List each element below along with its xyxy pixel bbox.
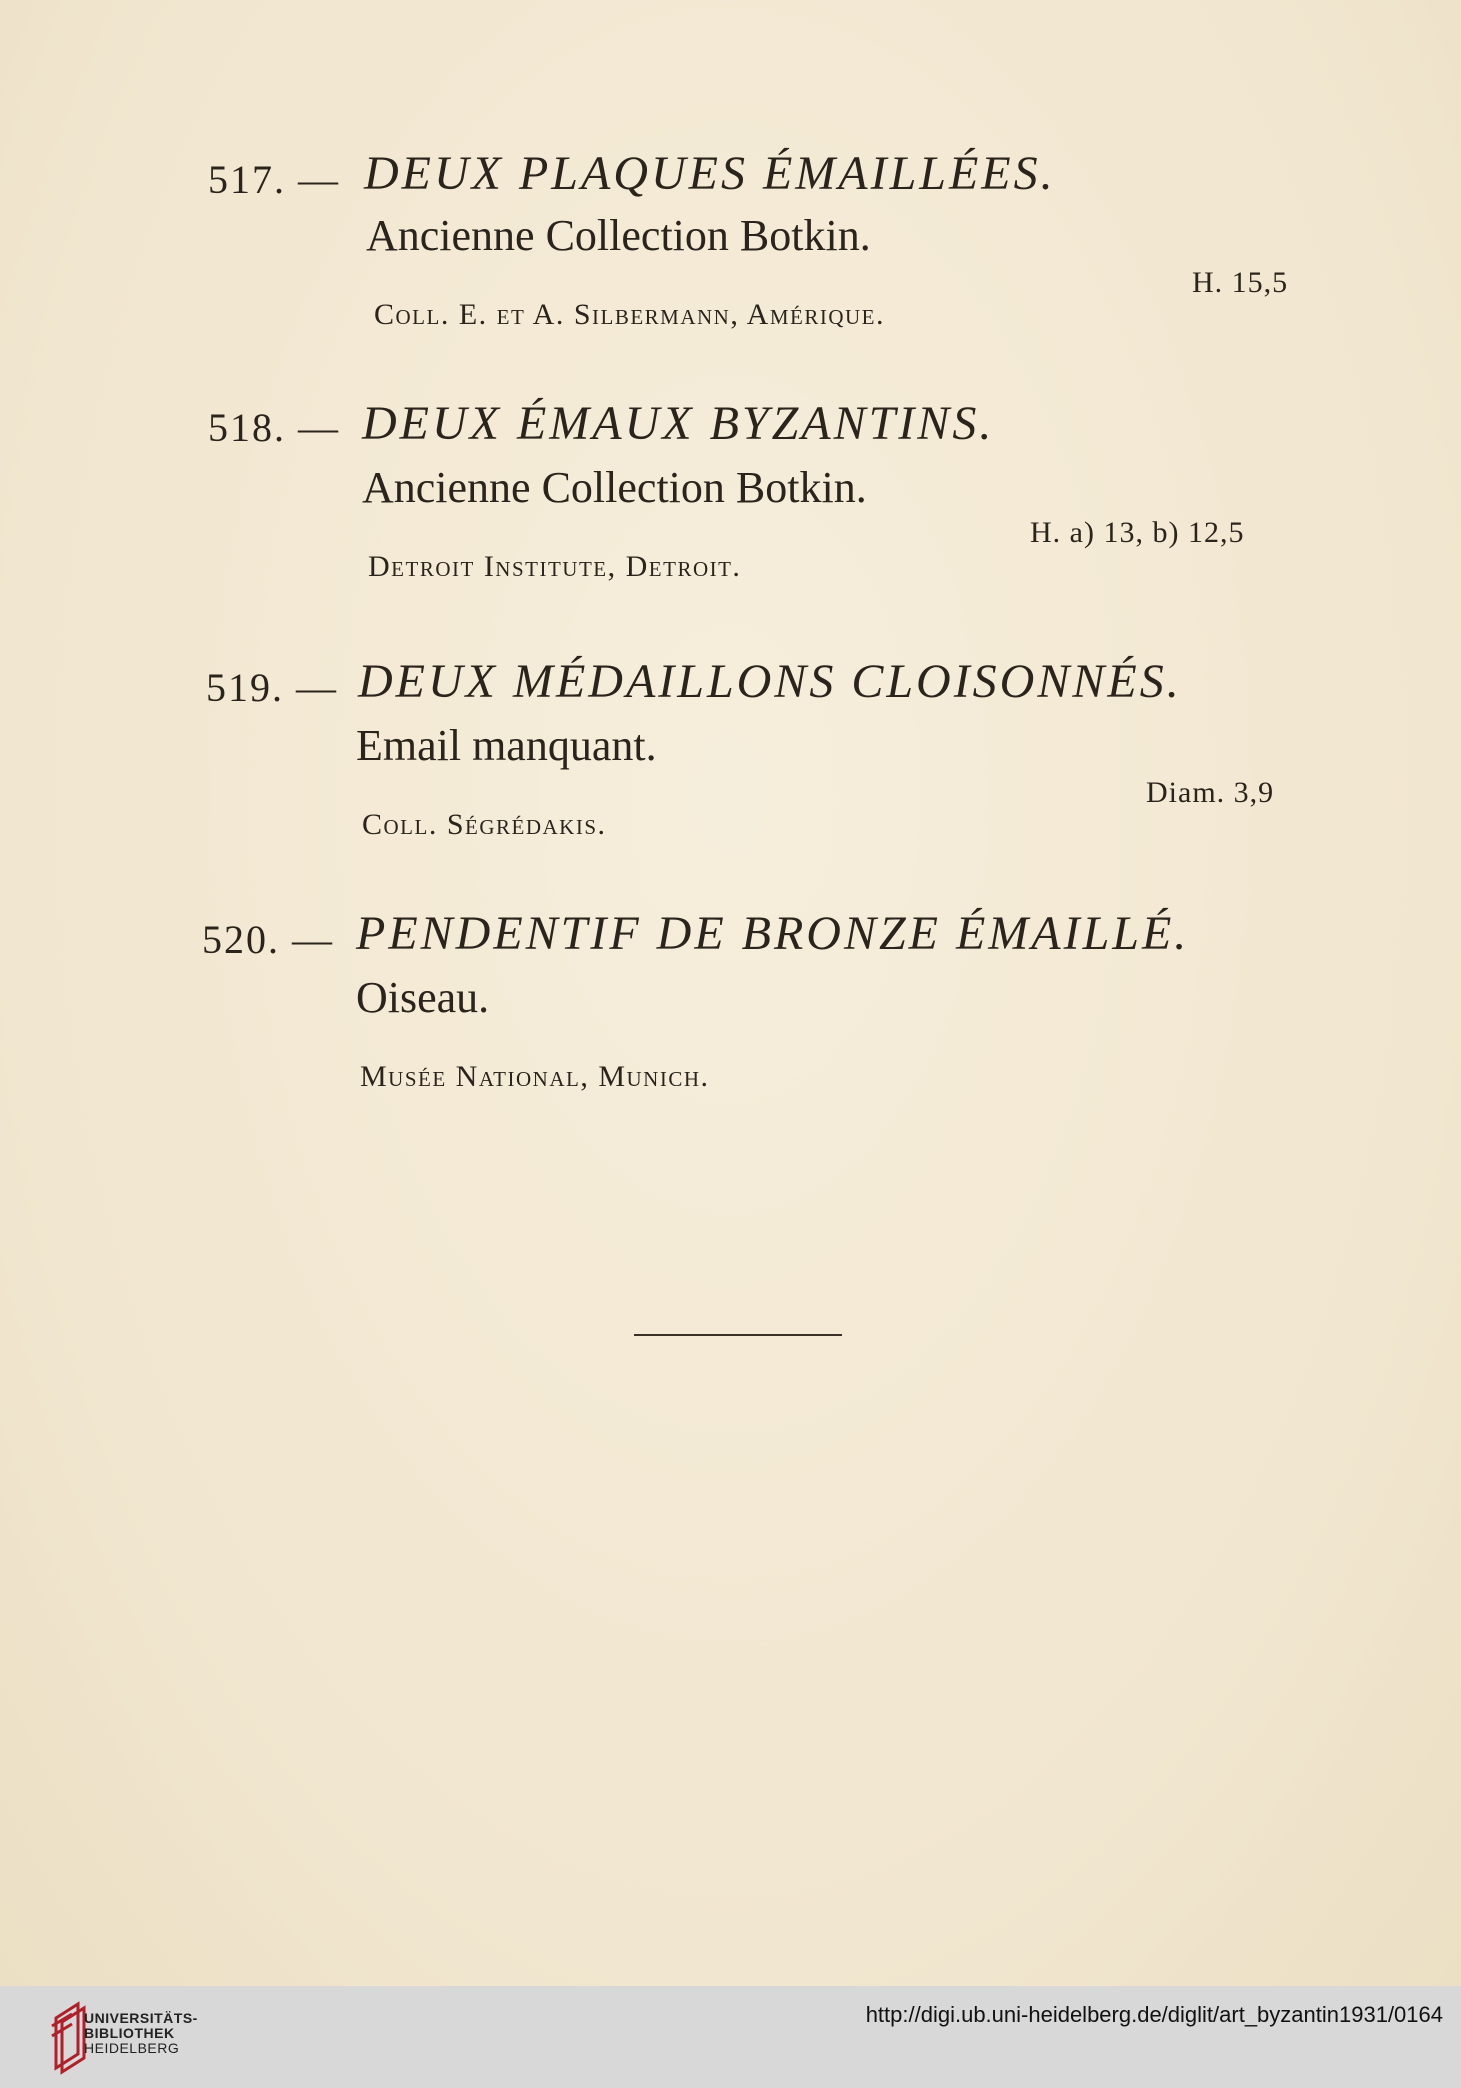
source-url-link[interactable]: http://digi.ub.uni-heidelberg.de/diglit/art_byzantin1931/0164	[865, 2002, 1443, 2027]
entry-collection: Detroit Institute, Detroit.	[368, 550, 742, 583]
entry-number: 520. —	[202, 917, 334, 962]
entry-dimension: H. 15,5	[1192, 266, 1289, 299]
entry-title: DEUX PLAQUES ÉMAILLÉES.	[364, 147, 1056, 200]
entry-description: Ancienne Collection Botkin.	[366, 211, 871, 260]
entry-title: DEUX ÉMAUX BYZANTINS.	[362, 397, 995, 450]
library-name-line1: UNIVERSITÄTS-	[84, 2010, 198, 2026]
library-name-line2: BIBLIOTHEK	[84, 2025, 175, 2041]
entry-number: 518. —	[208, 405, 340, 450]
entry-title: DEUX MÉDAILLONS CLOISONNÉS.	[358, 655, 1182, 708]
entry-description: Email manquant.	[356, 721, 657, 770]
library-name[interactable]	[84, 2011, 198, 2056]
entry-title: PENDENTIF DE BRONZE ÉMAILLÉ.	[356, 907, 1190, 960]
entry-collection: Coll. E. et A. Silbermann, Amérique.	[374, 298, 886, 331]
library-name-line3: HEIDELBERG	[84, 2040, 180, 2056]
entry-dimension: Diam. 3,9	[1146, 776, 1275, 809]
entry-number: 517. —	[208, 157, 340, 202]
entry-collection: Coll. Ségrédakis.	[362, 808, 607, 841]
entry-dimension: H. a) 13, b) 12,5	[1030, 516, 1245, 549]
entry-description: Ancienne Collection Botkin.	[362, 463, 867, 512]
entry-collection: Musée National, Munich.	[360, 1060, 710, 1093]
entry-number: 519. —	[206, 665, 338, 710]
entry-description: Oiseau.	[356, 973, 490, 1022]
end-rule	[634, 1334, 842, 1336]
